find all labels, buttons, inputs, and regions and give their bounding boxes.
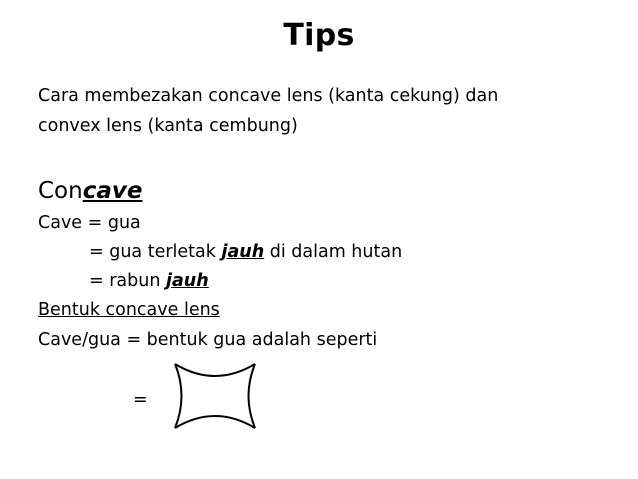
rabun-pre: = rabun xyxy=(89,271,166,291)
intro-line-1: Cara membezakan concave lens (kanta cekung) dan xyxy=(38,86,499,106)
cave-meaning-pre: = gua terletak xyxy=(89,242,222,262)
concave-heading-emphasis: cave xyxy=(82,178,143,204)
cave-meaning-emphasis: jauh xyxy=(221,242,265,262)
shape-heading: Bentuk concave lens xyxy=(38,300,220,320)
concave-heading xyxy=(38,176,142,206)
cave-meaning-post: di dalam hutan xyxy=(264,242,403,262)
equals-sign: = xyxy=(133,390,148,410)
cave-meaning-line xyxy=(89,240,402,264)
slide-title: Tips xyxy=(283,18,355,53)
shape-description: Cave/gua = bentuk gua adalah seperti xyxy=(38,330,378,350)
rabun-emphasis: jauh xyxy=(166,271,209,291)
cave-definition: Cave = gua xyxy=(38,213,141,233)
concave-lens-icon xyxy=(160,362,265,430)
intro-line-2: convex lens (kanta cembung) xyxy=(38,116,298,136)
concave-heading-prefix: Con xyxy=(38,178,83,204)
rabun-line xyxy=(89,269,209,293)
